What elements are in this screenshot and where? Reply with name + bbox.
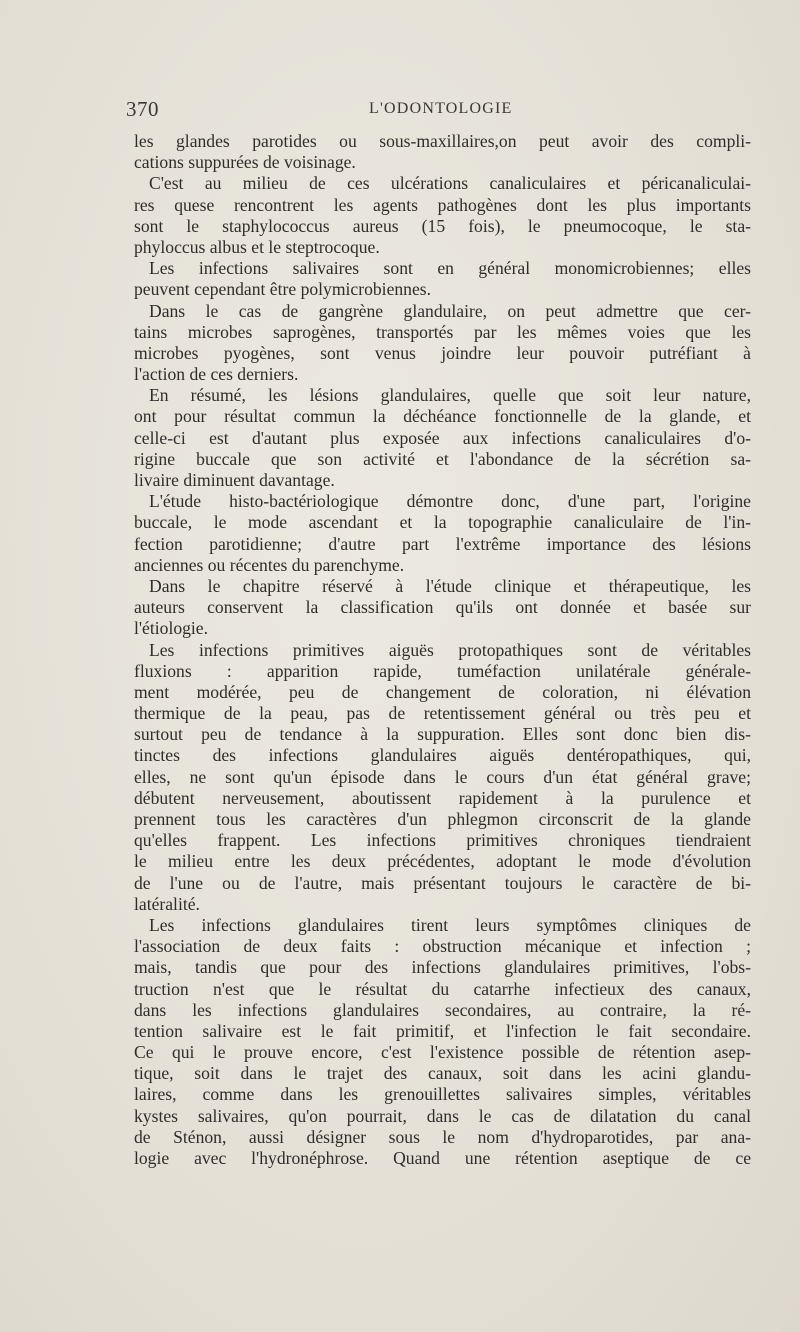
text-line: microbes pyogènes, sont venus joindre leur pouvoir putréfiant à bbox=[134, 342, 751, 363]
text-line: Les infections glandulaires tirent leurs symptômes cliniques de bbox=[149, 914, 751, 935]
text-line: sont le staphylococcus aureus (15 fois), le pneumocoque, le sta- bbox=[134, 215, 751, 236]
text-line: livaire diminuent davantage. bbox=[134, 470, 335, 490]
text-line: Dans le chapitre réservé à l'étude clinique et thérapeutique, les bbox=[149, 575, 751, 596]
text-line: ment modérée, peu de changement de coloration, ni élévation bbox=[134, 681, 751, 702]
text-line: prennent tous les caractères d'un phlegmon circonscrit de la glande bbox=[134, 809, 751, 829]
text-line: truction n'est que le résultat du catarrhe infectieux des canaux, bbox=[134, 978, 751, 999]
text-line: qu'elles frappent. Les infections primitives chroniques tiendraient bbox=[134, 830, 751, 851]
text-line: le milieu entre les deux précédentes, adoptant le mode d'évolution bbox=[134, 851, 751, 872]
text-line: thermique de la peau, pas de retentissement général ou très peu et bbox=[134, 703, 751, 724]
text-line: tention salivaire est le fait primitif, et l'infection le fait secondaire. bbox=[134, 1020, 751, 1041]
text-line: Dans le cas de gangrène glandulaire, on peut admettre que cer- bbox=[149, 300, 751, 321]
text-line: l'étiologie. bbox=[134, 618, 209, 639]
text-line: latéralité. bbox=[134, 893, 200, 914]
body-text bbox=[134, 131, 751, 1169]
text-line: fection parotidienne; d'autre part l'extrême importance des lésions bbox=[134, 533, 751, 554]
text-line: ont pour résultat commun la déchéance fonctionnelle de la glande, et bbox=[134, 406, 751, 427]
text-line: tinctes des infections glandulaires aiguës dentéropathiques, qui, bbox=[134, 745, 751, 766]
text-line: En résumé, les lésions glandulaires, quelle que soit leur nature, bbox=[149, 385, 751, 406]
text-line: l'action de ces derniers. bbox=[134, 364, 299, 385]
text-line: L'étude histo-bactériologique démontre donc, d'une part, l'origine bbox=[149, 491, 751, 512]
text-line: anciennes ou récentes du parenchyme. bbox=[134, 554, 405, 575]
text-line: les glandes parotides ou sous-maxillaires,on peut avoir des compli- bbox=[134, 131, 751, 151]
text-line: dans les infections glandulaires secondaires, au contraire, la ré- bbox=[134, 999, 751, 1020]
text-line: de Sténon, aussi désigner sous le nom d'hydroparotides, par ana- bbox=[134, 1126, 751, 1147]
text-line: auteurs conservent la classification qu'ils ont donnée et basée sur bbox=[134, 597, 751, 618]
text-line: Ce qui le prouve encore, c'est l'existence possible de rétention asep- bbox=[134, 1042, 751, 1063]
text-line: cations suppurées de voisinage. bbox=[134, 152, 356, 173]
text-line: res quese rencontrent les agents pathogènes dont les plus importants bbox=[134, 194, 751, 215]
text-line: fluxions : apparition rapide, tuméfaction unilatérale générale- bbox=[134, 660, 751, 681]
text-line: logie avec l'hydronéphrose. Quand une rétention aseptique de ce bbox=[134, 1148, 751, 1168]
text-line: laires, comme dans les grenouillettes salivaires simples, véritables bbox=[134, 1084, 751, 1105]
text-line: buccale, le mode ascendant et la topographie canaliculaire de l'in- bbox=[134, 512, 751, 533]
text-line: rigine buccale que son activité et l'abondance de la sécrétion sa- bbox=[134, 448, 751, 469]
text-line: Les infections salivaires sont en général monomicrobiennes; elles bbox=[149, 258, 751, 279]
page-header bbox=[126, 97, 756, 127]
page-number: 370 bbox=[126, 97, 159, 121]
text-line: phyloccus albus et le steptrocoque. bbox=[134, 236, 380, 257]
text-line: mais, tandis que pour des infections glandulaires primitives, l'obs- bbox=[134, 957, 751, 978]
text-line: celle-ci est d'autant plus exposée aux infections canaliculaires d'o- bbox=[134, 427, 751, 448]
text-line: surtout peu de tendance à la suppuration. Elles sont donc bien dis- bbox=[134, 724, 751, 745]
text-line: peuvent cependant être polymicrobiennes. bbox=[134, 279, 432, 300]
text-line: tains microbes saprogènes, transportés par les mêmes voies que les bbox=[134, 321, 751, 342]
text-line: tique, soit dans le trajet des canaux, soit dans les acini glandu- bbox=[134, 1063, 751, 1084]
text-line: Les infections primitives aiguës protopathiques sont de véritables bbox=[149, 639, 751, 660]
text-line: kystes salivaires, qu'on pourrait, dans le cas de dilatation du canal bbox=[134, 1105, 751, 1126]
text-line: débutent nerveusement, aboutissent rapidement à la purulence et bbox=[134, 787, 751, 808]
text-line: C'est au milieu de ces ulcérations canaliculaires et péricanaliculai- bbox=[149, 173, 751, 194]
text-line: de l'une ou de l'autre, mais présentant toujours le caractère de bi- bbox=[134, 872, 751, 893]
text-line: l'association de deux faits : obstruction mécanique et infection ; bbox=[134, 936, 751, 957]
text-line: elles, ne sont qu'un épisode dans le cours d'un état général grave; bbox=[134, 766, 751, 787]
running-title: L'ODONTOLOGIE bbox=[369, 100, 513, 117]
